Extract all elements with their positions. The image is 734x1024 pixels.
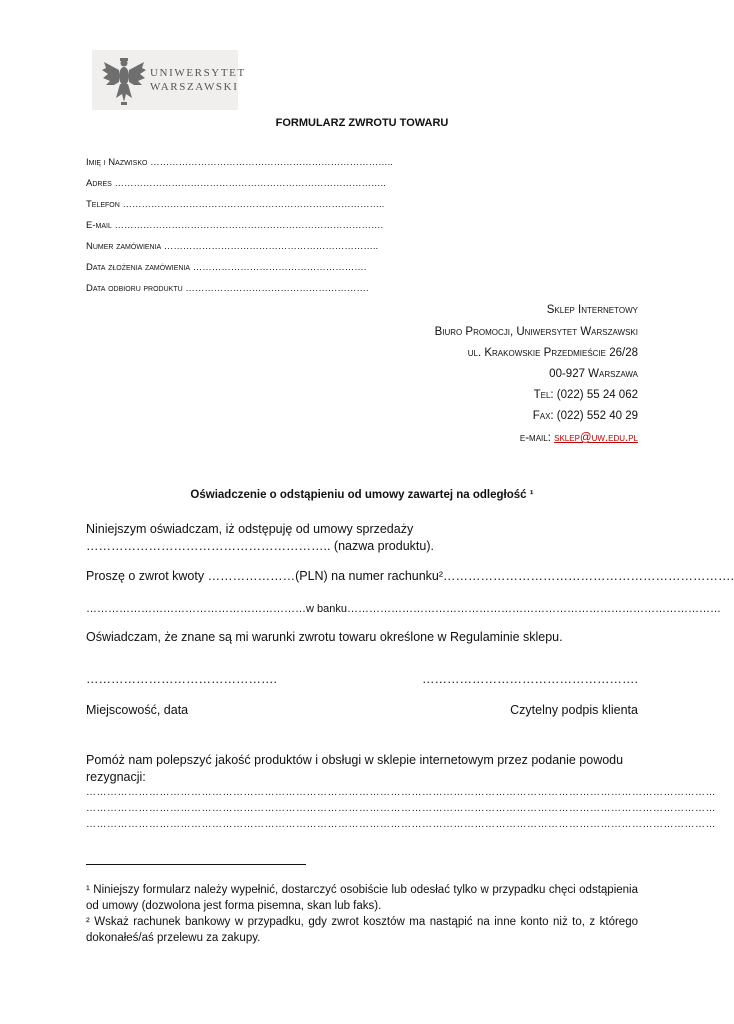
field-address-label: Adres <box>86 178 112 189</box>
field-pickup-date-label: Data odbioru produktu <box>86 283 183 294</box>
declaration-bank-text: ……………………………………………………w banku………………………………………………………………………………………… <box>86 603 721 615</box>
logo-text-line2: WARSZAWSKI <box>150 81 239 93</box>
field-order-number[interactable] <box>86 240 378 253</box>
field-order-date-label: Data złożenia zamówienia <box>86 262 191 273</box>
shop-phone: Tel: (022) 55 24 062 <box>533 389 638 401</box>
feedback-line[interactable]: ……………………………………………………………………………………………………………………………………………………………… <box>86 819 716 830</box>
university-logo <box>92 50 246 110</box>
field-order-date[interactable] <box>86 261 366 274</box>
footnote-1: ¹ Niniejszy formularz należy wypełnić, dostarczyć osobiście lub odesłać tylko w przypadku chęci odstąpienia od umowy (dozwolona jest forma pisemna, skan lub faks). <box>86 884 638 912</box>
shop-city: 00-927 Warszawa <box>549 368 638 380</box>
field-phone-label: Telefon <box>86 199 120 210</box>
field-order-number-label: Numer zamówienia <box>86 241 162 252</box>
shop-email-link[interactable]: sklep@uw.edu.pl <box>554 432 638 444</box>
place-date-label: Miejscowość, data <box>86 703 189 717</box>
shop-name: Sklep Internetowy <box>546 304 638 316</box>
signature-dots[interactable]: ……………………………………………. <box>422 672 638 686</box>
field-order-number-dots: ………………………………………………………….. <box>163 241 379 252</box>
field-phone[interactable] <box>86 198 384 211</box>
shop-office: Biuro Promocji, Uniwersytet Warszawski <box>434 326 638 338</box>
feedback-prompt: Pomóż nam polepszyć jakość produktów i obsługi w sklepie internetowym przez podanie powodu rezygnacji: <box>86 753 624 784</box>
signature-label: Czytelny podpis klienta <box>510 703 638 717</box>
declaration-title: Oświadczenie o odstąpieniu od umowy zawartej na odległość ¹ <box>190 489 534 501</box>
feedback-line[interactable]: ……………………………………………………………………………………………………………………………………………………………… <box>86 787 716 798</box>
eagle-emblem-icon <box>100 54 148 108</box>
logo-text-line1: UNIWERSYTET <box>150 67 246 79</box>
field-pickup-date[interactable] <box>86 282 368 295</box>
declaration-refund-text: Proszę o zwrot kwoty …………………(PLN) na numer rachunku²……………………………………………………………. <box>86 569 734 583</box>
shop-street: ul. Krakowskie Przedmieście 26/28 <box>467 347 638 359</box>
field-pickup-date-dots: …………………………………………………. <box>185 283 369 294</box>
field-name[interactable] <box>86 156 393 169</box>
field-email-dots: …………………………………………………………………………. <box>114 220 384 231</box>
field-phone-dots: ……………………………………………………………………….. <box>122 199 385 210</box>
place-date-dots[interactable]: ………………………………………. <box>86 672 277 686</box>
field-order-date-dots: ………………………………………………. <box>192 262 367 273</box>
form-title: FORMULARZ ZWROTU TOWARU <box>275 117 449 129</box>
shop-email-label: e-mail: <box>519 432 555 444</box>
field-address[interactable] <box>86 177 386 190</box>
field-email[interactable] <box>86 219 383 232</box>
footnote-2: ² Wskaż rachunek bankowy w przypadku, gdy zwrot kosztów ma nastąpić na inne konto niż to, z którego dokonałeś/aś przelewu za zakupy. <box>86 916 638 944</box>
footnotes <box>86 882 638 946</box>
field-address-dots: ………………………………………………………………………….. <box>114 178 386 189</box>
shop-fax: Fax: (022) 552 40 29 <box>532 410 638 422</box>
feedback-line[interactable]: ……………………………………………………………………………………………………………………………………………………………… <box>86 803 716 814</box>
declaration-terms-text: Oświadczam, że znane są mi warunki zwrotu towaru określone w Regulaminie sklepu. <box>86 630 563 644</box>
declaration-withdrawal-text: Niniejszym oświadczam, iż odstępuję od umowy sprzedaży ………………………………………………….. (nazwa produktu). <box>86 522 434 553</box>
field-name-label: Imię i Nazwisko <box>86 157 148 168</box>
footnote-divider <box>86 864 306 865</box>
shop-email-row <box>520 431 638 445</box>
field-name-dots: ………………………………………………………………….. <box>150 157 393 168</box>
field-email-label: E-mail <box>86 220 112 231</box>
